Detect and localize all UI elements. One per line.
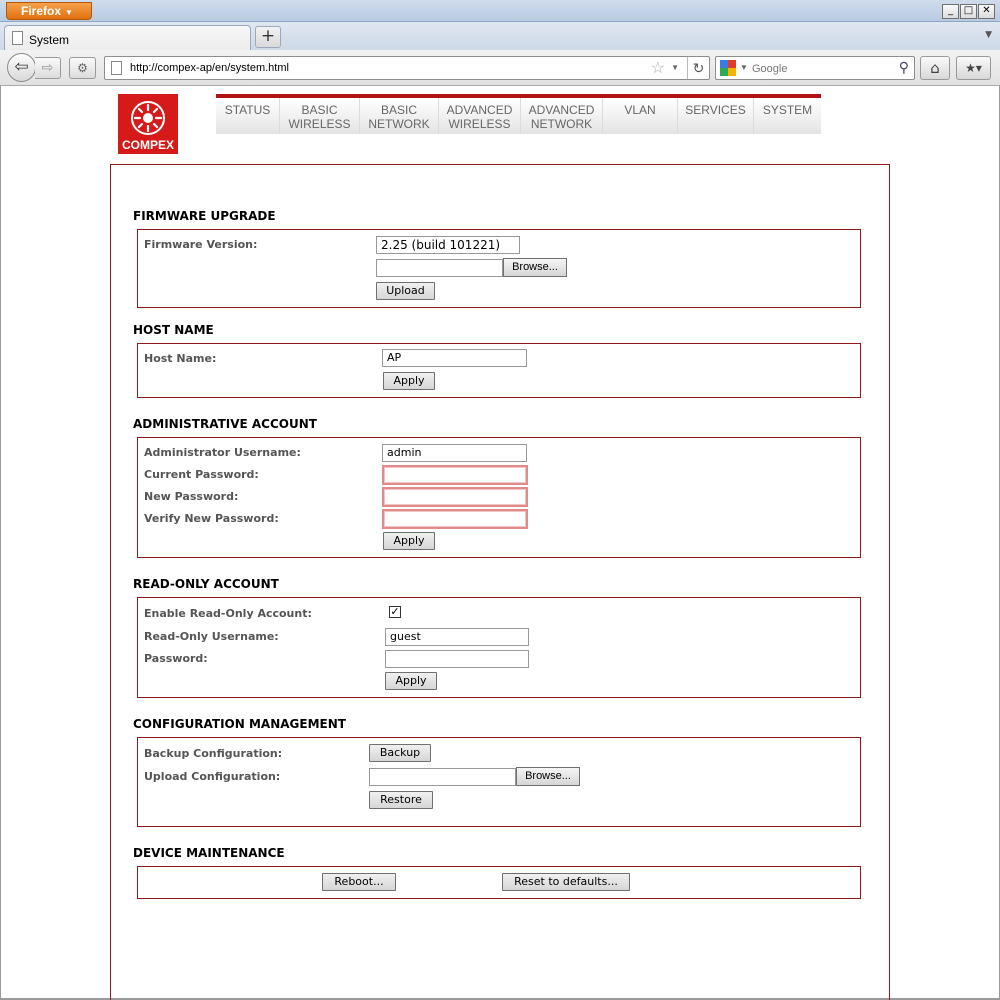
search-placeholder: Google — [752, 63, 788, 75]
read-only-password-label: Password: — [144, 652, 208, 665]
url-text[interactable]: http://compex-ap/en/system.html — [130, 62, 289, 74]
section-title-admin-account: ADMINISTRATIVE ACCOUNT — [133, 417, 317, 431]
firmware-version-field: 2.25 (build 101221) — [376, 236, 520, 254]
verify-password-input[interactable] — [382, 509, 528, 529]
bookmarks-menu-button[interactable]: ★▾ — [956, 56, 991, 80]
section-title-firmware: FIRMWARE UPGRADE — [133, 209, 276, 223]
reload-icon[interactable]: ↻ — [687, 57, 709, 79]
navigation-toolbar — [0, 50, 1000, 86]
reboot-button[interactable]: Reboot... — [322, 873, 396, 891]
admin-apply-button[interactable]: Apply — [383, 532, 435, 550]
backup-configuration-label: Backup Configuration: — [144, 747, 283, 760]
current-password-input[interactable] — [382, 465, 528, 485]
back-button[interactable]: ⇦ — [7, 53, 36, 82]
maintenance-fieldset — [137, 866, 861, 899]
firefox-menu-label: Firefox — [21, 4, 62, 18]
home-button[interactable]: ⌂ — [920, 56, 950, 80]
section-title-configuration: CONFIGURATION MANAGEMENT — [133, 717, 346, 731]
section-title-read-only-account: READ-ONLY ACCOUNT — [133, 577, 279, 591]
read-only-username-input[interactable]: guest — [385, 628, 529, 646]
url-history-dropdown-icon[interactable]: ▼ — [671, 63, 679, 72]
maximize-button[interactable]: □ — [960, 4, 977, 19]
configuration-browse-button[interactable]: Browse... — [516, 767, 580, 786]
backup-button[interactable]: Backup — [369, 744, 431, 762]
forward-button[interactable]: ⇨ — [35, 57, 61, 79]
search-icon[interactable]: ⚲ — [898, 59, 909, 75]
tab-strip — [0, 22, 1000, 50]
admin-username-label: Administrator Username: — [144, 446, 301, 459]
host-name-apply-button[interactable]: Apply — [383, 372, 435, 390]
logo-brand-text: COMPEX — [121, 138, 174, 152]
minimize-button[interactable]: _ — [942, 4, 959, 19]
main-menu — [216, 94, 821, 134]
page-icon — [111, 61, 122, 75]
current-password-label: Current Password: — [144, 468, 259, 481]
enable-read-only-label: Enable Read-Only Account: — [144, 607, 312, 620]
new-password-label: New Password: — [144, 490, 239, 503]
google-engine-icon[interactable] — [720, 60, 736, 76]
firmware-file-input[interactable] — [376, 259, 503, 277]
read-only-apply-button[interactable]: Apply — [385, 672, 437, 690]
menu-item-services[interactable]: SERVICES — [678, 98, 754, 134]
bookmark-star-icon[interactable]: ☆ — [650, 60, 665, 77]
firefox-menu-button[interactable] — [6, 2, 92, 20]
admin-username-input[interactable]: admin — [382, 444, 527, 462]
upload-button[interactable]: Upload — [376, 282, 435, 300]
menu-item-status[interactable]: STATUS — [216, 98, 280, 134]
url-bar[interactable] — [104, 56, 710, 80]
host-name-label: Host Name: — [144, 352, 217, 365]
search-bar[interactable] — [715, 56, 915, 80]
upload-configuration-label: Upload Configuration: — [144, 770, 281, 783]
dropdown-arrow-icon: ▼ — [65, 8, 73, 17]
menu-item-advanced-wireless[interactable]: ADVANCED WIRELESS — [439, 98, 521, 134]
menu-item-vlan[interactable]: VLAN — [603, 98, 678, 134]
site-identity-icon[interactable]: ⚙ — [69, 57, 96, 79]
firmware-version-label: Firmware Version: — [144, 238, 258, 251]
new-tab-button[interactable]: + — [255, 26, 281, 48]
new-password-input[interactable] — [382, 487, 528, 507]
window-titlebar — [0, 0, 1000, 22]
close-window-button[interactable]: ✕ — [978, 4, 995, 19]
configuration-file-input[interactable] — [369, 768, 516, 786]
engine-dropdown-icon[interactable]: ▼ — [740, 63, 748, 72]
menu-item-advanced-network[interactable]: ADVANCED NETWORK — [521, 98, 603, 134]
window-border — [0, 86, 1, 1000]
tab-title: System — [29, 33, 70, 47]
section-title-device-maintenance: DEVICE MAINTENANCE — [133, 846, 285, 860]
firmware-browse-button[interactable]: Browse... — [503, 258, 567, 277]
menu-item-basic-network[interactable]: BASIC NETWORK — [360, 98, 439, 134]
page-icon — [12, 31, 23, 45]
reset-defaults-button[interactable]: Reset to defaults... — [502, 873, 630, 891]
verify-password-label: Verify New Password: — [144, 512, 279, 525]
tab-system[interactable] — [4, 25, 251, 51]
compex-logo — [118, 94, 178, 154]
read-only-password-input[interactable] — [385, 650, 529, 668]
menu-item-basic-wireless[interactable]: BASIC WIRELESS — [280, 98, 360, 134]
enable-read-only-checkbox[interactable]: ✓ — [390, 605, 400, 618]
read-only-username-label: Read-Only Username: — [144, 630, 279, 643]
restore-button[interactable]: Restore — [369, 791, 433, 809]
list-all-tabs-icon[interactable]: ▼ — [985, 30, 992, 40]
host-name-input[interactable]: AP — [382, 349, 527, 367]
menu-item-system[interactable]: SYSTEM — [762, 103, 813, 117]
section-title-host-name: HOST NAME — [133, 323, 214, 337]
